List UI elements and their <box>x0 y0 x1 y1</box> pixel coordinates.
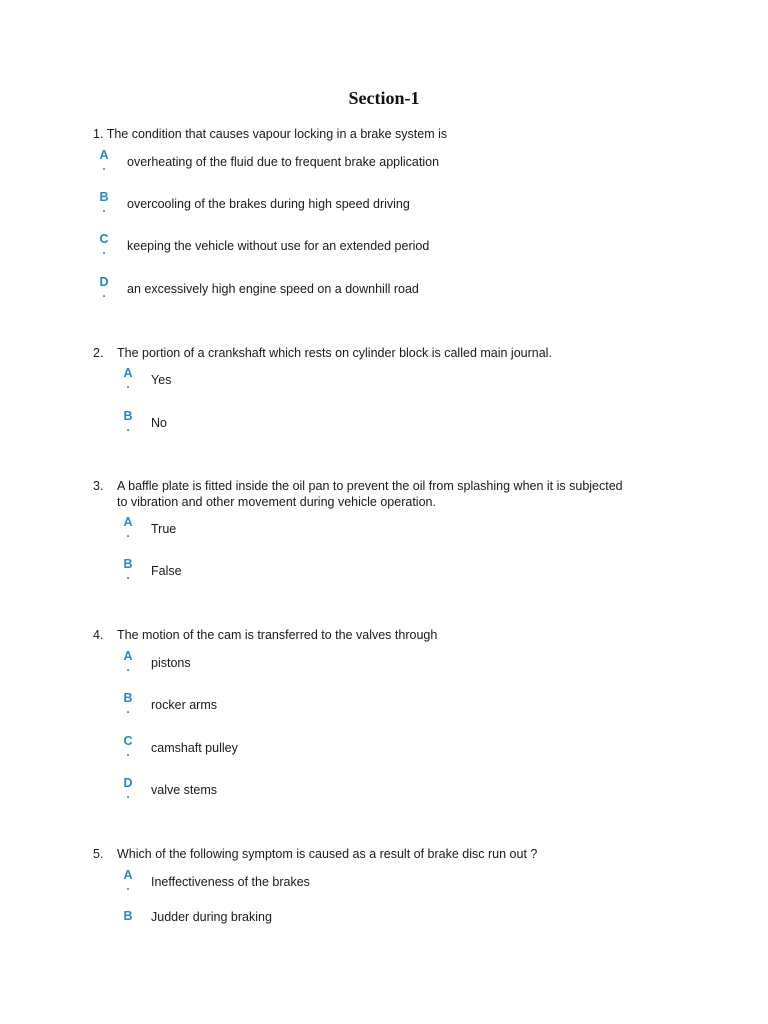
option-text: overheating of the fluid due to frequent brake application <box>127 155 440 169</box>
section-title: Section-1 <box>348 88 420 108</box>
option-text: Judder during braking <box>151 910 272 924</box>
option-letter: B . <box>122 557 134 571</box>
question-text: The portion of a crankshaft which rests on cylinder block is called main journal. <box>117 346 552 360</box>
option-letter: A . <box>122 366 134 380</box>
question-text-line-2: to vibration and other movement during vehicle operation. <box>117 495 436 509</box>
question-1 <box>93 126 447 142</box>
question-text-line-1: A baffle plate is fitted inside the oil pan to prevent the oil from splashing when it is subjected <box>117 479 623 493</box>
option-text: pistons <box>151 656 191 670</box>
question-number: 1. <box>93 127 104 141</box>
question-number: 4. <box>93 628 104 642</box>
question-text: The motion of the cam is transferred to the valves through <box>117 628 438 642</box>
option-letter: D . <box>98 275 110 289</box>
option-text: overcooling of the brakes during high speed driving <box>127 197 410 211</box>
question-number: 5. <box>93 847 104 861</box>
option-text: camshaft pulley <box>151 741 238 755</box>
option-letter: B . <box>122 691 134 705</box>
question-number: 2. <box>93 346 104 360</box>
option-letter: B <box>123 909 133 923</box>
option-text: Yes <box>151 373 172 387</box>
option-text: Ineffectiveness of the brakes <box>151 875 310 889</box>
option-text: an excessively high engine speed on a downhill road <box>127 282 419 296</box>
option-letter: A . <box>98 148 110 162</box>
question-number: 3. <box>93 479 104 493</box>
option-letter: A . <box>122 649 134 663</box>
option-text: No <box>151 416 167 430</box>
option-text: valve stems <box>151 783 217 797</box>
option-text: False <box>151 564 182 578</box>
option-text: True <box>151 522 177 536</box>
option-letter: B . <box>122 409 134 423</box>
option-letter: A . <box>122 515 134 529</box>
option-letter: D . <box>122 776 134 790</box>
option-letter: C . <box>98 232 110 246</box>
option-text: rocker arms <box>151 698 217 712</box>
option-letter: B . <box>98 190 110 204</box>
option-text: keeping the vehicle without use for an extended period <box>127 239 430 253</box>
question-text: Which of the following symptom is caused as a result of brake disc run out ? <box>117 847 538 861</box>
option-letter: A . <box>122 868 134 882</box>
option-letter: C . <box>122 734 134 748</box>
question-text: The condition that causes vapour locking in a brake system is <box>106 127 448 141</box>
